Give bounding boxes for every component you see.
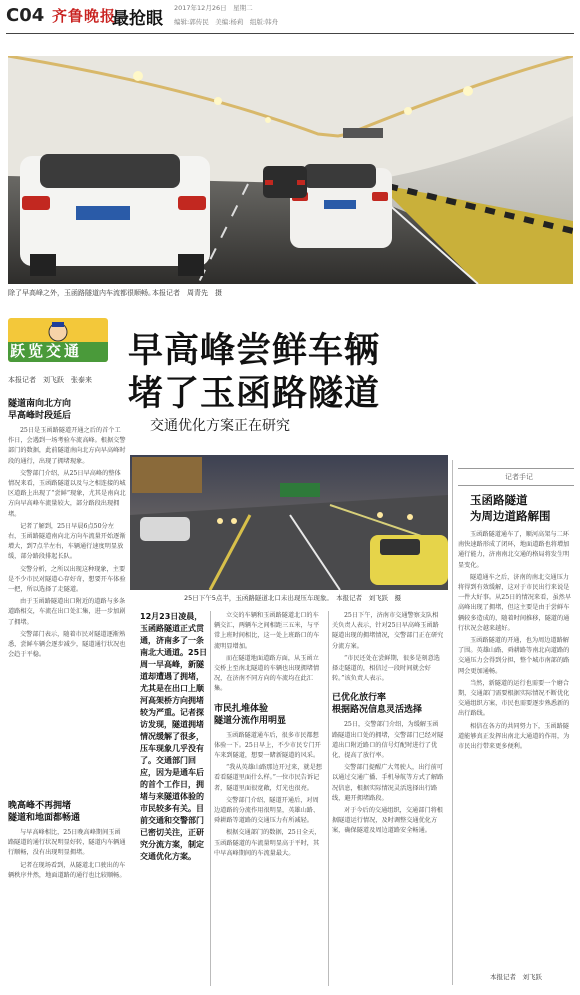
page-header <box>0 0 580 34</box>
paragraph: 立交的车辆和玉函路隧道北口的车辆交汇，两辆车之间相距三五米，与平常上班时间相比，这一处上班路口的车流明显增加。 <box>214 612 320 650</box>
paragraph: 玉函路隧道的开通，也为周边道路解了围。英雄山路、舜耕路等南北向道路的交通压力会得到分担，整个城市南部的路网会更加通畅。 <box>458 637 570 675</box>
col3-subhead-line2: 隧道分流作用明显 <box>214 715 287 726</box>
paragraph: 记者了解到，25日早晨6点50分左右，玉函路隧道南向北方向车流量开始逐渐增大，到7点半左右，车辆通行速度明显放缓，部分路段排起长队。 <box>8 522 126 561</box>
paragraph: 交警部门介绍，隧道开通后，对周边道路的分流作用很明显，英雄山路、舜耕路等道路的交通压力有所减轻。 <box>214 796 320 825</box>
night-road-illustration <box>130 455 448 590</box>
column-logo-text: 跃览交通 <box>10 342 83 360</box>
paragraph: 对于今后的交通组织，交通部门将根据隧道运行情况，及时调整交通优化方案，确保隧道及周边道路安全畅通。 <box>332 807 443 835</box>
left-column <box>8 398 126 662</box>
paragraph: 交警部门表示，随着市民对隧道逐渐熟悉，尝鲜车辆会逐步减少，隧道通行状况也会趋于平稳。 <box>8 630 126 659</box>
paragraph: 而在隧道地面道路方面，从玉函立交桥上至南北隧道的车辆也出现拥堵情况，在济南不同方向的车流均在此汇集。 <box>214 654 320 693</box>
column-divider <box>452 460 453 985</box>
page-number: C04 <box>6 5 45 26</box>
middle-column-1 <box>214 611 324 861</box>
column-divider <box>328 611 329 986</box>
paragraph: “我从英雄山路那边开过来，就是想看看隧道里面什么样。”一位市民告诉记者，隧道里面很宽敞，灯光也很亮。 <box>214 764 322 792</box>
paragraph: 玉函路隧道通车后，很多市民都想体验一下。25日早上，不少市民专门开车来到隧道，想要一睹新隧道的风采。 <box>214 731 321 760</box>
paragraph: 相信在各方的共同努力下，玉函路隧道能够真正发挥出南北大通道的作用，为市民出行带来更多便利。 <box>458 722 570 751</box>
issue-date: 2017年12月26日 星期二 <box>174 4 253 12</box>
left-subhead-line2: 早高峰时段延后 <box>8 411 72 421</box>
paragraph: “市民还处在尝鲜期，很多是刻意选择走隧道的，相信过一段时间就会好转。”该负责人表示。 <box>332 654 440 683</box>
col4-subhead-line2: 根据路况信息灵活选择 <box>332 705 423 716</box>
top-photo-credit: 本报记者 周青先 摄 <box>152 289 222 297</box>
paragraph: 25日下午，济南市交通警察支队相关负责人表示，针对25日早高峰玉函路隧道出现的拥堵情况，交警部门正在研究分流方案。 <box>332 612 444 650</box>
notes-column <box>458 530 574 754</box>
notes-title-line2: 为周边道路解围 <box>470 509 551 523</box>
newspaper-name: 齐鲁晚报 <box>52 7 117 25</box>
headline-line-2: 堵了玉函路隧道 <box>128 374 381 414</box>
paragraph: 根据交通部门的数据，25日全天，玉函路隧道的车流量明显高于平时，其中早高峰期间的车流量最大。 <box>214 829 321 857</box>
mid-photo-credit: 本报记者 刘飞跃 摄 <box>336 594 402 602</box>
mid-photo-night-road <box>130 455 448 590</box>
col4-subhead-line1: 已优化放行率 <box>332 693 387 704</box>
paragraph: 玉函路隧道通车了，顺河高架与二环南快速路形成了闭环，地面道路也将增加通行能力，济南南北交通的格局将发生明显变化。 <box>458 531 570 569</box>
paragraph: 由于玉函路隧道出口附近的道路与多条道路相交，车流在出口处汇集，进一步加剧了拥堵。 <box>8 598 126 626</box>
editors-line: 编辑:郭传民 美编:杨莉 组版:韩舟 <box>174 18 279 26</box>
middle-column-2 <box>332 611 444 839</box>
col3-subhead-line1: 市民扎堆体验 <box>214 703 269 714</box>
notes-byline: 本报记者 刘飞跃 <box>490 973 542 981</box>
paragraph: 交警部门提醒广大驾驶人，出行前可以通过交通广播、手机导航等方式了解路况信息，根据实际情况灵活选择出行路线，避开拥堵路段。 <box>332 764 444 802</box>
top-photo-tunnel <box>8 56 573 284</box>
article-byline: 本报记者 刘飞跃 张泰来 <box>8 376 92 384</box>
notes-title-line1: 玉函路隧道 <box>470 493 528 507</box>
header-divider <box>6 33 574 34</box>
left-column-lower <box>8 800 126 883</box>
paragraph: 记者在现场看到，从隧道北口驶出的车辆秩序井然，地面道路的通行也比较顺畅。 <box>8 861 126 879</box>
section-name: 最抢眼 <box>112 9 163 29</box>
left-subhead2-line2: 隧道和地面都畅通 <box>8 813 81 823</box>
paragraph: 25日，交警部门介绍，为缓解玉函路隧道出口处的拥堵，交警部门已经对隧道出口附近路口的信号灯配时进行了优化，提高了放行率。 <box>332 721 444 760</box>
paragraph: 当然，新隧道的运行也需要一个磨合期，交通部门需要根据实际情况不断优化交通组织方案，市民也需要逐步熟悉新的出行路线。 <box>458 679 570 718</box>
column-divider <box>210 611 211 986</box>
article-intro: 12月23日凌晨，玉函路隧道正式贯通，济南多了一条南北大通道。25日周一早高峰，新隧道却遭遇了拥堵，尤其是在出口上顺河高架桥方向拥堵较为严重。记者探访发现，隧道拥堵情况缓解了很多，压车现象几乎没有了。交通部门回应，因为是通车后的首个工作日，拥堵与来隧道体验的市民较多有关。目前交通和交警部门已密切关注，正研究分流方案，制定交通优化方案。 <box>140 612 208 861</box>
tunnel-illustration <box>8 56 573 284</box>
headline-line-1: 早高峰尝鲜车辆 <box>128 331 381 371</box>
paragraph: 交警分析，之所以出现这种现象，主要是不少市民对隧道心存好奇，想要开车体验一把，所以选择了走隧道。 <box>8 565 126 594</box>
paragraph: 交警部门介绍，从25日早高峰的整体情况来看，玉函路隧道以及与之相连接的城区道路上出现了“尝鲜”现象，尤其是南向北方向早高峰车流量较大，部分路段出现拥堵。 <box>8 469 126 518</box>
paragraph: 隧道通车之后，济南的南北交通压力将得到有效缓解，这对于市民出行来说是一件大好事。从25日的情况来看，虽然早高峰出现了拥堵，但这主要是由于尝鲜车辆较多造成的，随着时间推移，隧道的通行状况会越来越好。 <box>458 573 572 632</box>
left-subhead-line1: 隧道南向北方向 <box>8 399 72 409</box>
paragraph: 与早高峰相比，25日晚高峰期间玉函路隧道的通行状况明显好转，隧道内车辆通行顺畅，没有出现明显拥堵。 <box>8 829 126 857</box>
mid-photo-caption <box>184 593 401 602</box>
paragraph: 25日是玉函路隧道开通之后的首个工作日，会遇到一场考验车流高峰。根据交警部门的数据，此前隧道南向北方向早高峰时段的通行，出现了拥堵现象。 <box>8 427 126 465</box>
top-photo-caption: 除了早高峰之外，玉函路隧道内车流都很顺畅。 <box>8 289 155 297</box>
headline-subhead: 交通优化方案正在研究 <box>150 418 290 434</box>
notes-label: 记者手记 <box>505 473 533 481</box>
mid-photo-caption-text: 25日下午5点半，玉函路隧道北口未出现压车现象。 <box>184 594 330 602</box>
left-subhead2-line1: 晚高峰不再拥堵 <box>8 801 72 811</box>
